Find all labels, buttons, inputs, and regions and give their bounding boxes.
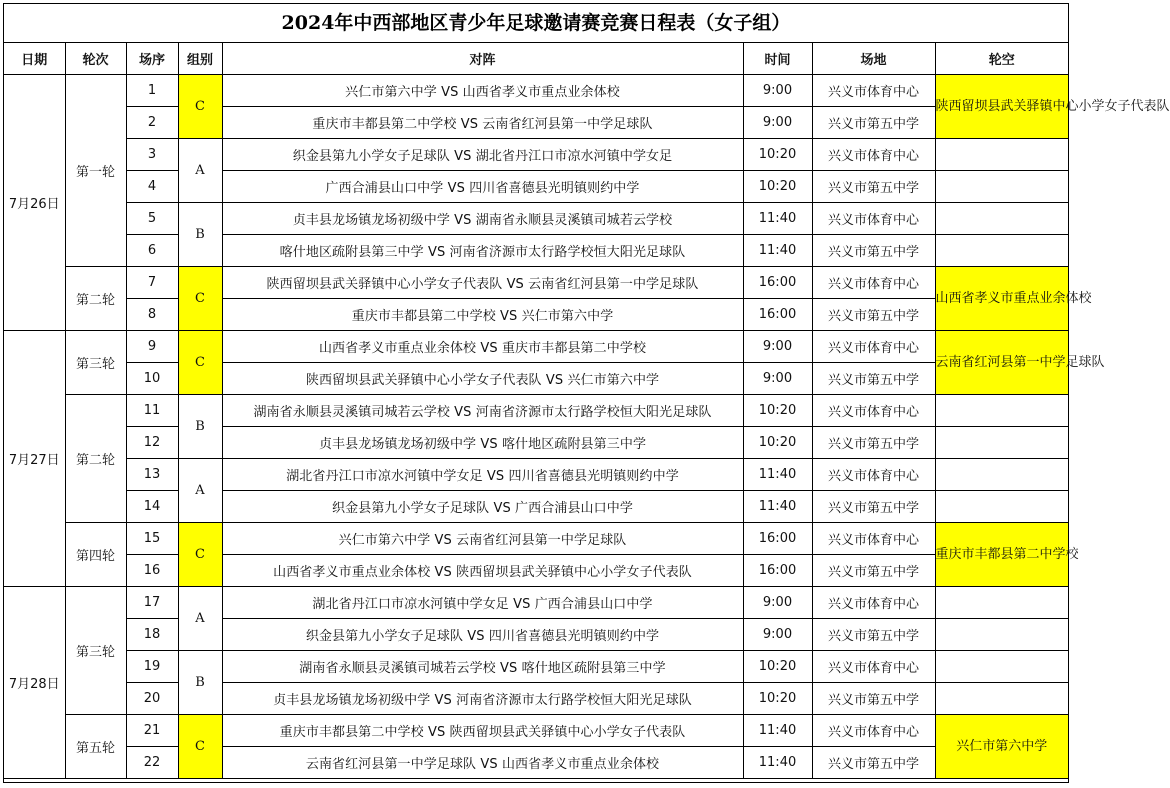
round-cell: 第二轮 [65, 395, 126, 523]
bye-cell: 重庆市丰都县第二中学校 [935, 523, 1068, 587]
match-cell: 重庆市丰都县第二中学校 VS 陕西留坝县武关驿镇中心小学女子代表队 [222, 715, 743, 747]
seq-cell: 21 [126, 715, 178, 747]
venue-cell: 兴义市体育中心 [812, 395, 935, 427]
seq-cell: 5 [126, 203, 178, 235]
header-match: 对阵 [222, 43, 743, 75]
venue-cell: 兴义市第五中学 [812, 363, 935, 395]
seq-cell: 1 [126, 75, 178, 107]
bye-cell [935, 587, 1068, 619]
round-cell: 第二轮 [65, 267, 126, 331]
time-cell: 16:00 [743, 555, 812, 587]
match-cell: 湖北省丹江口市凉水河镇中学女足 VS 四川省喜德县光明镇则约中学 [222, 459, 743, 491]
match-cell: 织金县第九小学女子足球队 VS 广西合浦县山口中学 [222, 491, 743, 523]
date-cell: 7月27日 [4, 331, 65, 587]
schedule-sheet [3, 3, 1170, 783]
time-cell: 9:00 [743, 75, 812, 107]
bye-cell [935, 683, 1068, 715]
seq-cell: 3 [126, 139, 178, 171]
match-cell: 兴仁市第六中学 VS 山西省孝义市重点业余体校 [222, 75, 743, 107]
header-date: 日期 [4, 43, 65, 75]
group-cell: C [178, 523, 222, 587]
time-cell: 11:40 [743, 491, 812, 523]
bye-cell [935, 171, 1068, 203]
match-cell: 云南省红河县第一中学足球队 VS 山西省孝义市重点业余体校 [222, 747, 743, 779]
bye-cell [935, 619, 1068, 651]
venue-cell: 兴义市第五中学 [812, 235, 935, 267]
bye-cell [935, 139, 1068, 171]
seq-cell: 10 [126, 363, 178, 395]
time-cell: 11:40 [743, 203, 812, 235]
bye-cell: 山西省孝义市重点业余体校 [935, 267, 1068, 331]
venue-cell: 兴义市体育中心 [812, 523, 935, 555]
table-row [4, 363, 1068, 395]
bye-cell: 陕西留坝县武关驿镇中心小学女子代表队 [935, 75, 1068, 139]
venue-cell: 兴义市第五中学 [812, 747, 935, 779]
seq-cell: 12 [126, 427, 178, 459]
round-cell: 第一轮 [65, 75, 126, 267]
bye-cell [935, 459, 1068, 491]
time-cell: 10:20 [743, 683, 812, 715]
match-cell: 湖北省丹江口市凉水河镇中学女足 VS 广西合浦县山口中学 [222, 587, 743, 619]
table-row [4, 299, 1068, 331]
table-row [4, 619, 1068, 651]
time-cell: 10:20 [743, 427, 812, 459]
table-row [4, 267, 1068, 299]
match-cell: 织金县第九小学女子足球队 VS 四川省喜德县光明镇则约中学 [222, 619, 743, 651]
match-cell: 贞丰县龙场镇龙场初级中学 VS 河南省济源市太行路学校恒大阳光足球队 [222, 683, 743, 715]
bye-cell [935, 395, 1068, 427]
seq-cell: 15 [126, 523, 178, 555]
group-cell: B [178, 395, 222, 459]
round-cell: 第三轮 [65, 587, 126, 715]
group-cell: A [178, 459, 222, 523]
time-cell: 9:00 [743, 363, 812, 395]
group-cell: B [178, 651, 222, 715]
table-row [4, 75, 1068, 107]
seq-cell: 9 [126, 331, 178, 363]
match-cell: 重庆市丰都县第二中学校 VS 云南省红河县第一中学足球队 [222, 107, 743, 139]
bye-cell: 兴仁市第六中学 [935, 715, 1068, 779]
time-cell: 9:00 [743, 587, 812, 619]
table-row [4, 203, 1068, 235]
group-cell: A [178, 139, 222, 203]
group-cell: C [178, 267, 222, 331]
match-cell: 广西合浦县山口中学 VS 四川省喜德县光明镇则约中学 [222, 171, 743, 203]
table-row [4, 683, 1068, 715]
page-title: 2024年中西部地区青少年足球邀请赛竞赛日程表（女子组） [4, 4, 1068, 43]
match-cell: 贞丰县龙场镇龙场初级中学 VS 湖南省永顺县灵溪镇司城若云学校 [222, 203, 743, 235]
venue-cell: 兴义市第五中学 [812, 171, 935, 203]
time-cell: 11:40 [743, 235, 812, 267]
table-row [4, 491, 1068, 523]
table-row [4, 523, 1068, 555]
group-cell: C [178, 331, 222, 395]
header-bye: 轮空 [935, 43, 1068, 75]
schedule-table [4, 43, 1170, 779]
match-cell: 湖南省永顺县灵溪镇司城若云学校 VS 喀什地区疏附县第三中学 [222, 651, 743, 683]
time-cell: 11:40 [743, 747, 812, 779]
time-cell: 16:00 [743, 523, 812, 555]
bye-cell [935, 491, 1068, 523]
round-cell: 第四轮 [65, 523, 126, 587]
seq-cell: 18 [126, 619, 178, 651]
match-cell: 贞丰县龙场镇龙场初级中学 VS 喀什地区疏附县第三中学 [222, 427, 743, 459]
group-cell: A [178, 587, 222, 651]
venue-cell: 兴义市第五中学 [812, 427, 935, 459]
bye-cell [935, 235, 1068, 267]
table-row [4, 555, 1068, 587]
table-row [4, 587, 1068, 619]
group-cell: C [178, 75, 222, 139]
seq-cell: 4 [126, 171, 178, 203]
time-cell: 10:20 [743, 171, 812, 203]
seq-cell: 19 [126, 651, 178, 683]
date-cell: 7月28日 [4, 587, 65, 779]
match-cell: 陕西留坝县武关驿镇中心小学女子代表队 VS 兴仁市第六中学 [222, 363, 743, 395]
time-cell: 9:00 [743, 619, 812, 651]
seq-cell: 11 [126, 395, 178, 427]
venue-cell: 兴义市第五中学 [812, 683, 935, 715]
header-round: 轮次 [65, 43, 126, 75]
match-cell: 喀什地区疏附县第三中学 VS 河南省济源市太行路学校恒大阳光足球队 [222, 235, 743, 267]
match-cell: 重庆市丰都县第二中学校 VS 兴仁市第六中学 [222, 299, 743, 331]
table-row [4, 395, 1068, 427]
table-row [4, 235, 1068, 267]
header-seq: 场序 [126, 43, 178, 75]
table-row [4, 171, 1068, 203]
time-cell: 16:00 [743, 267, 812, 299]
header-group: 组别 [178, 43, 222, 75]
group-cell: B [178, 203, 222, 267]
seq-cell: 17 [126, 587, 178, 619]
group-cell: C [178, 715, 222, 779]
seq-cell: 13 [126, 459, 178, 491]
venue-cell: 兴义市第五中学 [812, 299, 935, 331]
time-cell: 9:00 [743, 107, 812, 139]
venue-cell: 兴义市体育中心 [812, 203, 935, 235]
table-row [4, 651, 1068, 683]
seq-cell: 22 [126, 747, 178, 779]
venue-cell: 兴义市第五中学 [812, 491, 935, 523]
venue-cell: 兴义市第五中学 [812, 555, 935, 587]
seq-cell: 14 [126, 491, 178, 523]
match-cell: 兴仁市第六中学 VS 云南省红河县第一中学足球队 [222, 523, 743, 555]
seq-cell: 7 [126, 267, 178, 299]
bye-cell [935, 427, 1068, 459]
time-cell: 10:20 [743, 395, 812, 427]
time-cell: 10:20 [743, 139, 812, 171]
seq-cell: 16 [126, 555, 178, 587]
venue-cell: 兴义市体育中心 [812, 331, 935, 363]
round-cell: 第五轮 [65, 715, 126, 779]
header-venue: 场地 [812, 43, 935, 75]
venue-cell: 兴义市第五中学 [812, 619, 935, 651]
venue-cell: 兴义市体育中心 [812, 139, 935, 171]
table-row [4, 139, 1068, 171]
time-cell: 16:00 [743, 299, 812, 331]
table-row [4, 459, 1068, 491]
seq-cell: 6 [126, 235, 178, 267]
venue-cell: 兴义市体育中心 [812, 75, 935, 107]
venue-cell: 兴义市体育中心 [812, 459, 935, 491]
seq-cell: 8 [126, 299, 178, 331]
table-row [4, 747, 1068, 779]
time-cell: 11:40 [743, 715, 812, 747]
bye-cell [935, 651, 1068, 683]
match-cell: 陕西留坝县武关驿镇中心小学女子代表队 VS 云南省红河县第一中学足球队 [222, 267, 743, 299]
table-row [4, 715, 1068, 747]
venue-cell: 兴义市第五中学 [812, 107, 935, 139]
venue-cell: 兴义市体育中心 [812, 715, 935, 747]
match-cell: 山西省孝义市重点业余体校 VS 重庆市丰都县第二中学校 [222, 331, 743, 363]
seq-cell: 20 [126, 683, 178, 715]
table-row [4, 107, 1068, 139]
header-row [4, 43, 1068, 75]
match-cell: 织金县第九小学女子足球队 VS 湖北省丹江口市凉水河镇中学女足 [222, 139, 743, 171]
seq-cell: 2 [126, 107, 178, 139]
venue-cell: 兴义市体育中心 [812, 587, 935, 619]
time-cell: 10:20 [743, 651, 812, 683]
time-cell: 11:40 [743, 459, 812, 491]
table-row [4, 427, 1068, 459]
match-cell: 湖南省永顺县灵溪镇司城若云学校 VS 河南省济源市太行路学校恒大阳光足球队 [222, 395, 743, 427]
bye-cell: 云南省红河县第一中学足球队 [935, 331, 1068, 395]
round-cell: 第三轮 [65, 331, 126, 395]
venue-cell: 兴义市体育中心 [812, 651, 935, 683]
venue-cell: 兴义市体育中心 [812, 267, 935, 299]
bye-cell [935, 203, 1068, 235]
table-row [4, 331, 1068, 363]
header-time: 时间 [743, 43, 812, 75]
time-cell: 9:00 [743, 331, 812, 363]
match-cell: 山西省孝义市重点业余体校 VS 陕西留坝县武关驿镇中心小学女子代表队 [222, 555, 743, 587]
date-cell: 7月26日 [4, 75, 65, 331]
